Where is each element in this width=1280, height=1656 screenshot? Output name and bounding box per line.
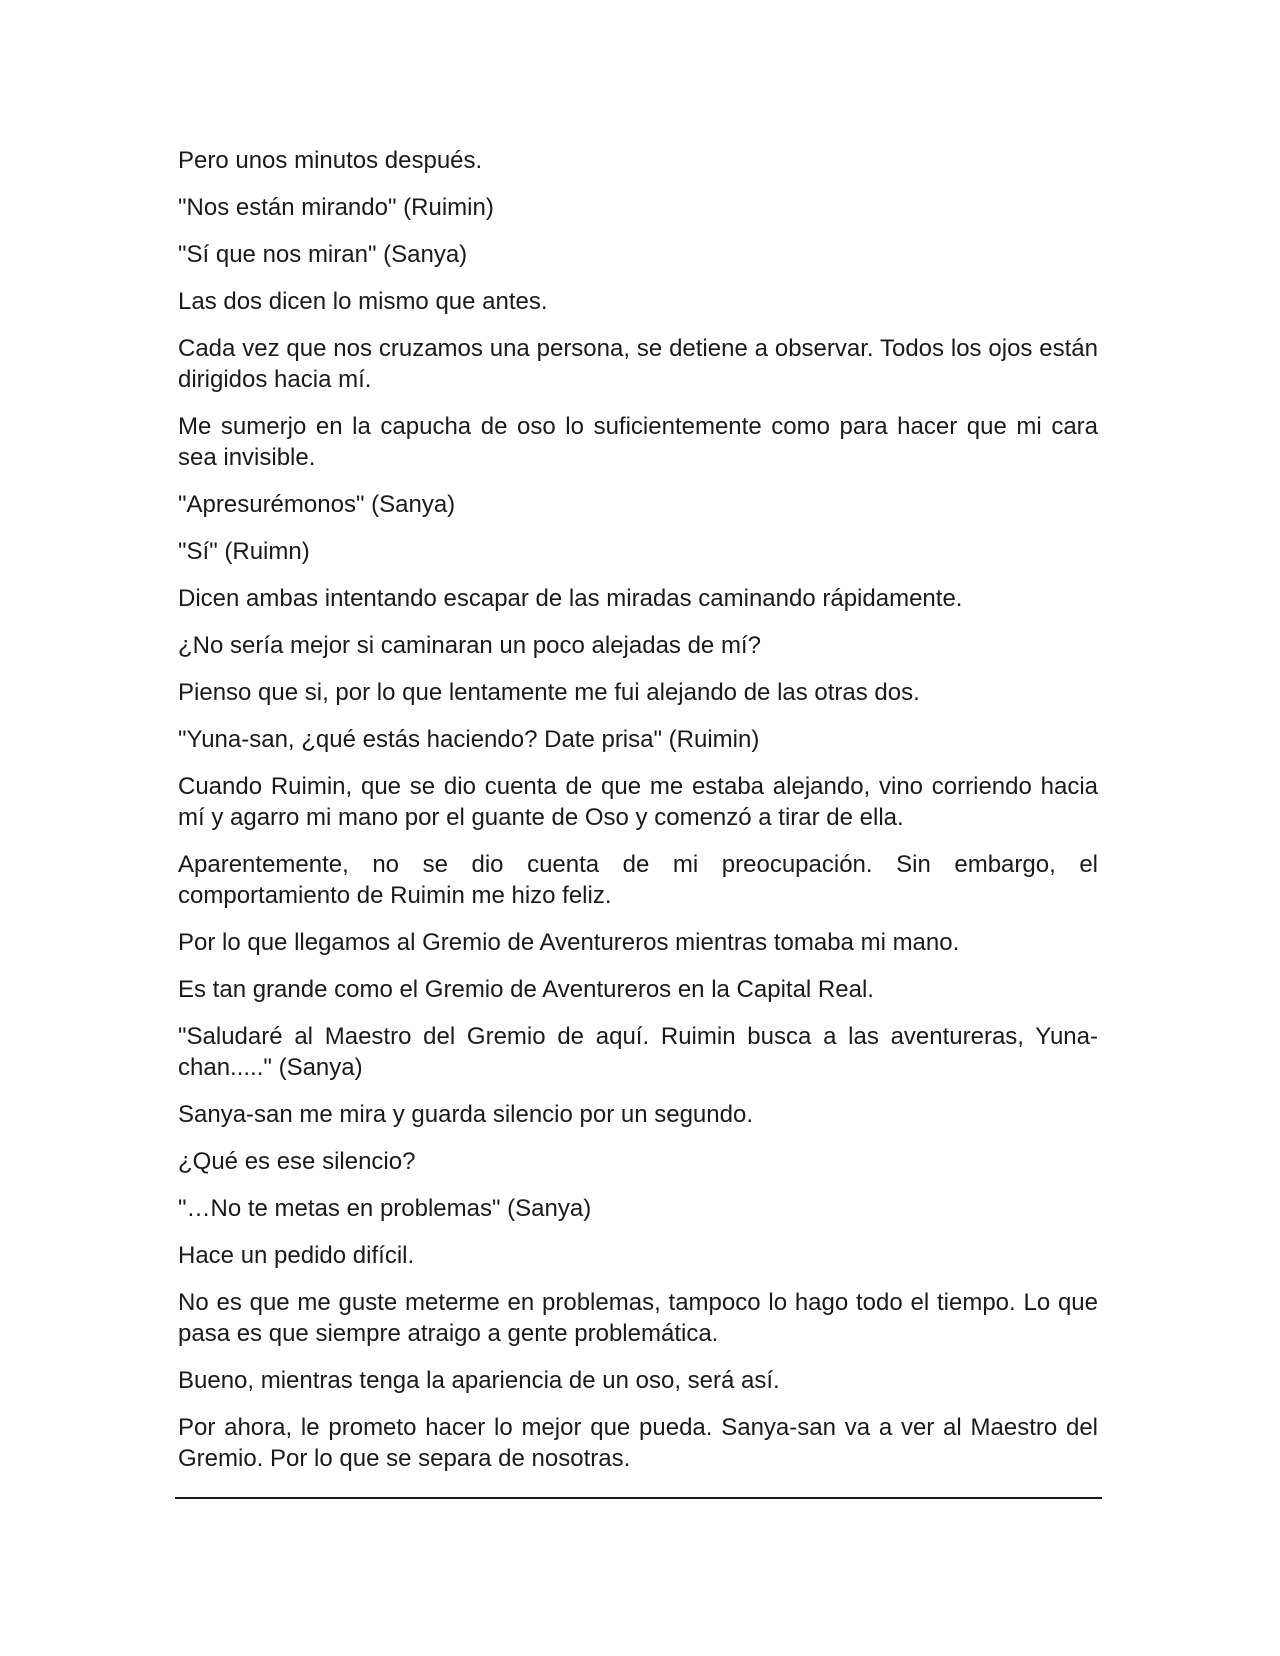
paragraph: "Sí" (Ruimn) xyxy=(178,538,310,565)
paragraph: Hace un pedido difícil. xyxy=(178,1242,415,1269)
paragraph: Pero unos minutos después. xyxy=(178,147,483,174)
paragraph: "Sí que nos miran" (Sanya) xyxy=(178,241,468,268)
paragraph: Por lo que llegamos al Gremio de Aventureros mientras tomaba mi mano. xyxy=(178,929,960,956)
paragraph: ¿Qué es ese silencio? xyxy=(178,1148,416,1175)
paragraph: Aparentemente, no se dio cuenta de mi preocupación. Sin embargo, el comportamiento de Ruimin me hizo feliz. xyxy=(178,851,1098,909)
paragraph: Sanya-san me mira y guarda silencio por un segundo. xyxy=(178,1101,753,1128)
paragraph: Cuando Ruimin, que se dio cuenta de que me estaba alejando, vino corriendo hacia mí y agarro mi mano por el guante de Oso y comenzó a tirar de ella. xyxy=(178,773,1098,831)
paragraph: Me sumerjo en la capucha de oso lo suficientemente como para hacer que mi cara sea invisible. xyxy=(178,413,1098,471)
paragraph: "Saludaré al Maestro del Gremio de aquí. Ruimin busca a las aventureras, Yuna-chan....." (Sanya) xyxy=(178,1023,1098,1081)
paragraph: "Nos están mirando" (Ruimin) xyxy=(178,194,494,221)
paragraph: "…No te metas en problemas" (Sanya) xyxy=(178,1195,592,1222)
paragraph: Bueno, mientras tenga la apariencia de un oso, será así. xyxy=(178,1367,780,1394)
paragraph: Pienso que si, por lo que lentamente me fui alejando de las otras dos. xyxy=(178,679,920,706)
paragraph: "Yuna-san, ¿qué estás haciendo? Date prisa" (Ruimin) xyxy=(178,726,760,753)
paragraph: "Apresurémonos" (Sanya) xyxy=(178,491,456,518)
paragraph: Cada vez que nos cruzamos una persona, se detiene a observar. Todos los ojos están dirigidos hacia mí. xyxy=(178,335,1098,393)
paragraph: Dicen ambas intentando escapar de las miradas caminando rápidamente. xyxy=(178,585,963,612)
paragraph: ¿No sería mejor si caminaran un poco alejadas de mí? xyxy=(178,632,761,659)
document-body xyxy=(178,145,1098,1490)
paragraph: Por ahora, le prometo hacer lo mejor que pueda. Sanya-san va a ver al Maestro del Gremio. Por lo que se separa de nosotras. xyxy=(178,1414,1098,1472)
paragraph: Es tan grande como el Gremio de Aventureros en la Capital Real. xyxy=(178,976,874,1003)
horizontal-rule xyxy=(175,1497,1102,1499)
paragraph: No es que me guste meterme en problemas, tampoco lo hago todo el tiempo. Lo que pasa es que siempre atraigo a gente problemática. xyxy=(178,1289,1098,1347)
paragraph: Las dos dicen lo mismo que antes. xyxy=(178,288,548,315)
